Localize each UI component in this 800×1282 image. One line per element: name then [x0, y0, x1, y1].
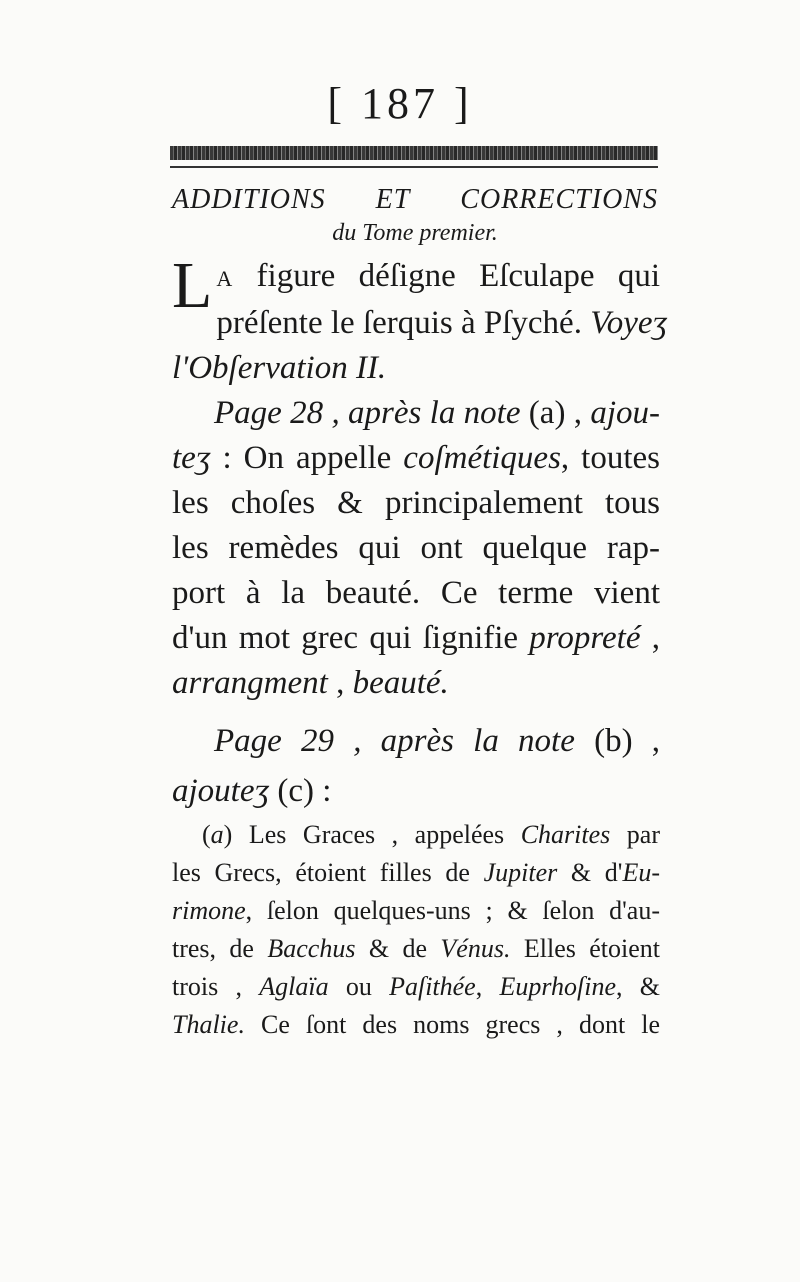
text-span: ,: [640, 620, 660, 656]
footnote-line: [172, 816, 660, 854]
italic-text: Page 29 , après la note: [214, 723, 575, 759]
text-line: les choſes & principalement tous: [172, 485, 660, 521]
text-span: , &: [616, 972, 661, 1001]
italic-text: teʒ: [172, 440, 211, 476]
text-line: [172, 661, 660, 706]
italic-text: Paſithée: [389, 972, 476, 1001]
small-caps-text: A: [216, 266, 234, 291]
text-span: ou: [328, 972, 390, 1001]
italic-text: Vénus.: [440, 934, 511, 963]
italic-text: rimone: [172, 896, 246, 925]
text-span: , toutes: [560, 440, 661, 476]
title-word-et: ET: [375, 184, 411, 215]
text-span: (c) :: [269, 773, 332, 809]
italic-text: Eu-: [622, 858, 660, 887]
text-span: tres, de: [172, 934, 268, 963]
text-span: d'un mot grec qui ſignifie: [172, 620, 530, 656]
italic-text: coſmétiques: [403, 440, 561, 476]
footnote-line: [172, 892, 660, 930]
paragraph-page-29: [172, 716, 660, 816]
text-span: & de: [355, 934, 441, 963]
footnote-line: [172, 854, 660, 892]
text-span: les Grecs, étoient filles de: [172, 858, 484, 887]
footnote-line: [172, 968, 660, 1006]
ornamental-rule: [170, 146, 658, 160]
text-line: les remèdes qui ont quelque rap-: [172, 530, 660, 566]
text-span: préſente le ſerquis à Pſyché.: [216, 305, 582, 341]
italic-text: l'Obſervation II.: [172, 350, 387, 386]
footnote-line: [172, 1006, 660, 1044]
italic-text: Charites: [520, 820, 611, 849]
text-line: [172, 716, 660, 766]
text-line: [172, 766, 660, 816]
text-span: & d': [557, 858, 623, 887]
footnote-line: [172, 930, 660, 968]
italic-text: a: [210, 820, 224, 849]
italic-text: Aglaïa: [259, 972, 329, 1001]
text-span: ,: [327, 665, 353, 701]
text-line: port à la beauté. Ce terme vient: [172, 575, 660, 611]
text-span: (: [202, 820, 211, 849]
page-number: [ 187 ]: [327, 79, 473, 128]
main-text: [172, 248, 668, 816]
italic-text: propreté: [529, 620, 641, 656]
section-title: [172, 184, 658, 216]
italic-text: Voyeʒ: [581, 305, 668, 341]
text-span: figure déſigne Eſculape qui: [233, 258, 660, 294]
text-line: [172, 301, 668, 346]
italic-text: arrangment: [172, 665, 328, 701]
paragraph-figure: [172, 249, 668, 391]
text-span: ,: [475, 972, 500, 1001]
text-span: : On appelle: [210, 440, 404, 476]
text-span: Ce ſont des noms grecs , dont le: [244, 1010, 660, 1039]
text-span: , ſelon quelques-uns ; & ſelon d'au-: [245, 896, 660, 925]
title-word-additions: ADDITIONS: [172, 184, 326, 215]
italic-text: Euprhoſine: [499, 972, 617, 1001]
paragraph-page-28: [172, 391, 660, 706]
text-line: [172, 346, 660, 391]
italic-text: Page 28 , après la note: [214, 395, 521, 431]
title-word-corrections: CORRECTIONS: [460, 184, 658, 215]
text-span: par: [610, 820, 661, 849]
text-span: Elles étoient: [510, 934, 660, 963]
italic-text: Thalie.: [172, 1010, 245, 1039]
drop-cap: L: [172, 249, 213, 322]
footnote: [172, 816, 660, 1044]
italic-text: ajou-: [582, 395, 660, 431]
text-span: (a) ,: [520, 395, 583, 431]
italic-text: Jupiter: [483, 858, 558, 887]
italic-text: ajouteʒ: [172, 773, 270, 809]
section-subtitle: du Tome premier.: [332, 220, 498, 246]
text-line: [172, 616, 660, 661]
text-span: ) Les Graces , appelées: [223, 820, 521, 849]
text-span: (b) ,: [574, 723, 661, 759]
italic-text: beauté.: [352, 665, 449, 701]
italic-text: Bacchus: [267, 934, 356, 963]
text-line: [172, 391, 660, 436]
thin-rule: [170, 166, 658, 168]
text-line: [172, 436, 660, 481]
text-span: trois ,: [172, 972, 260, 1001]
text-line: [172, 254, 660, 301]
